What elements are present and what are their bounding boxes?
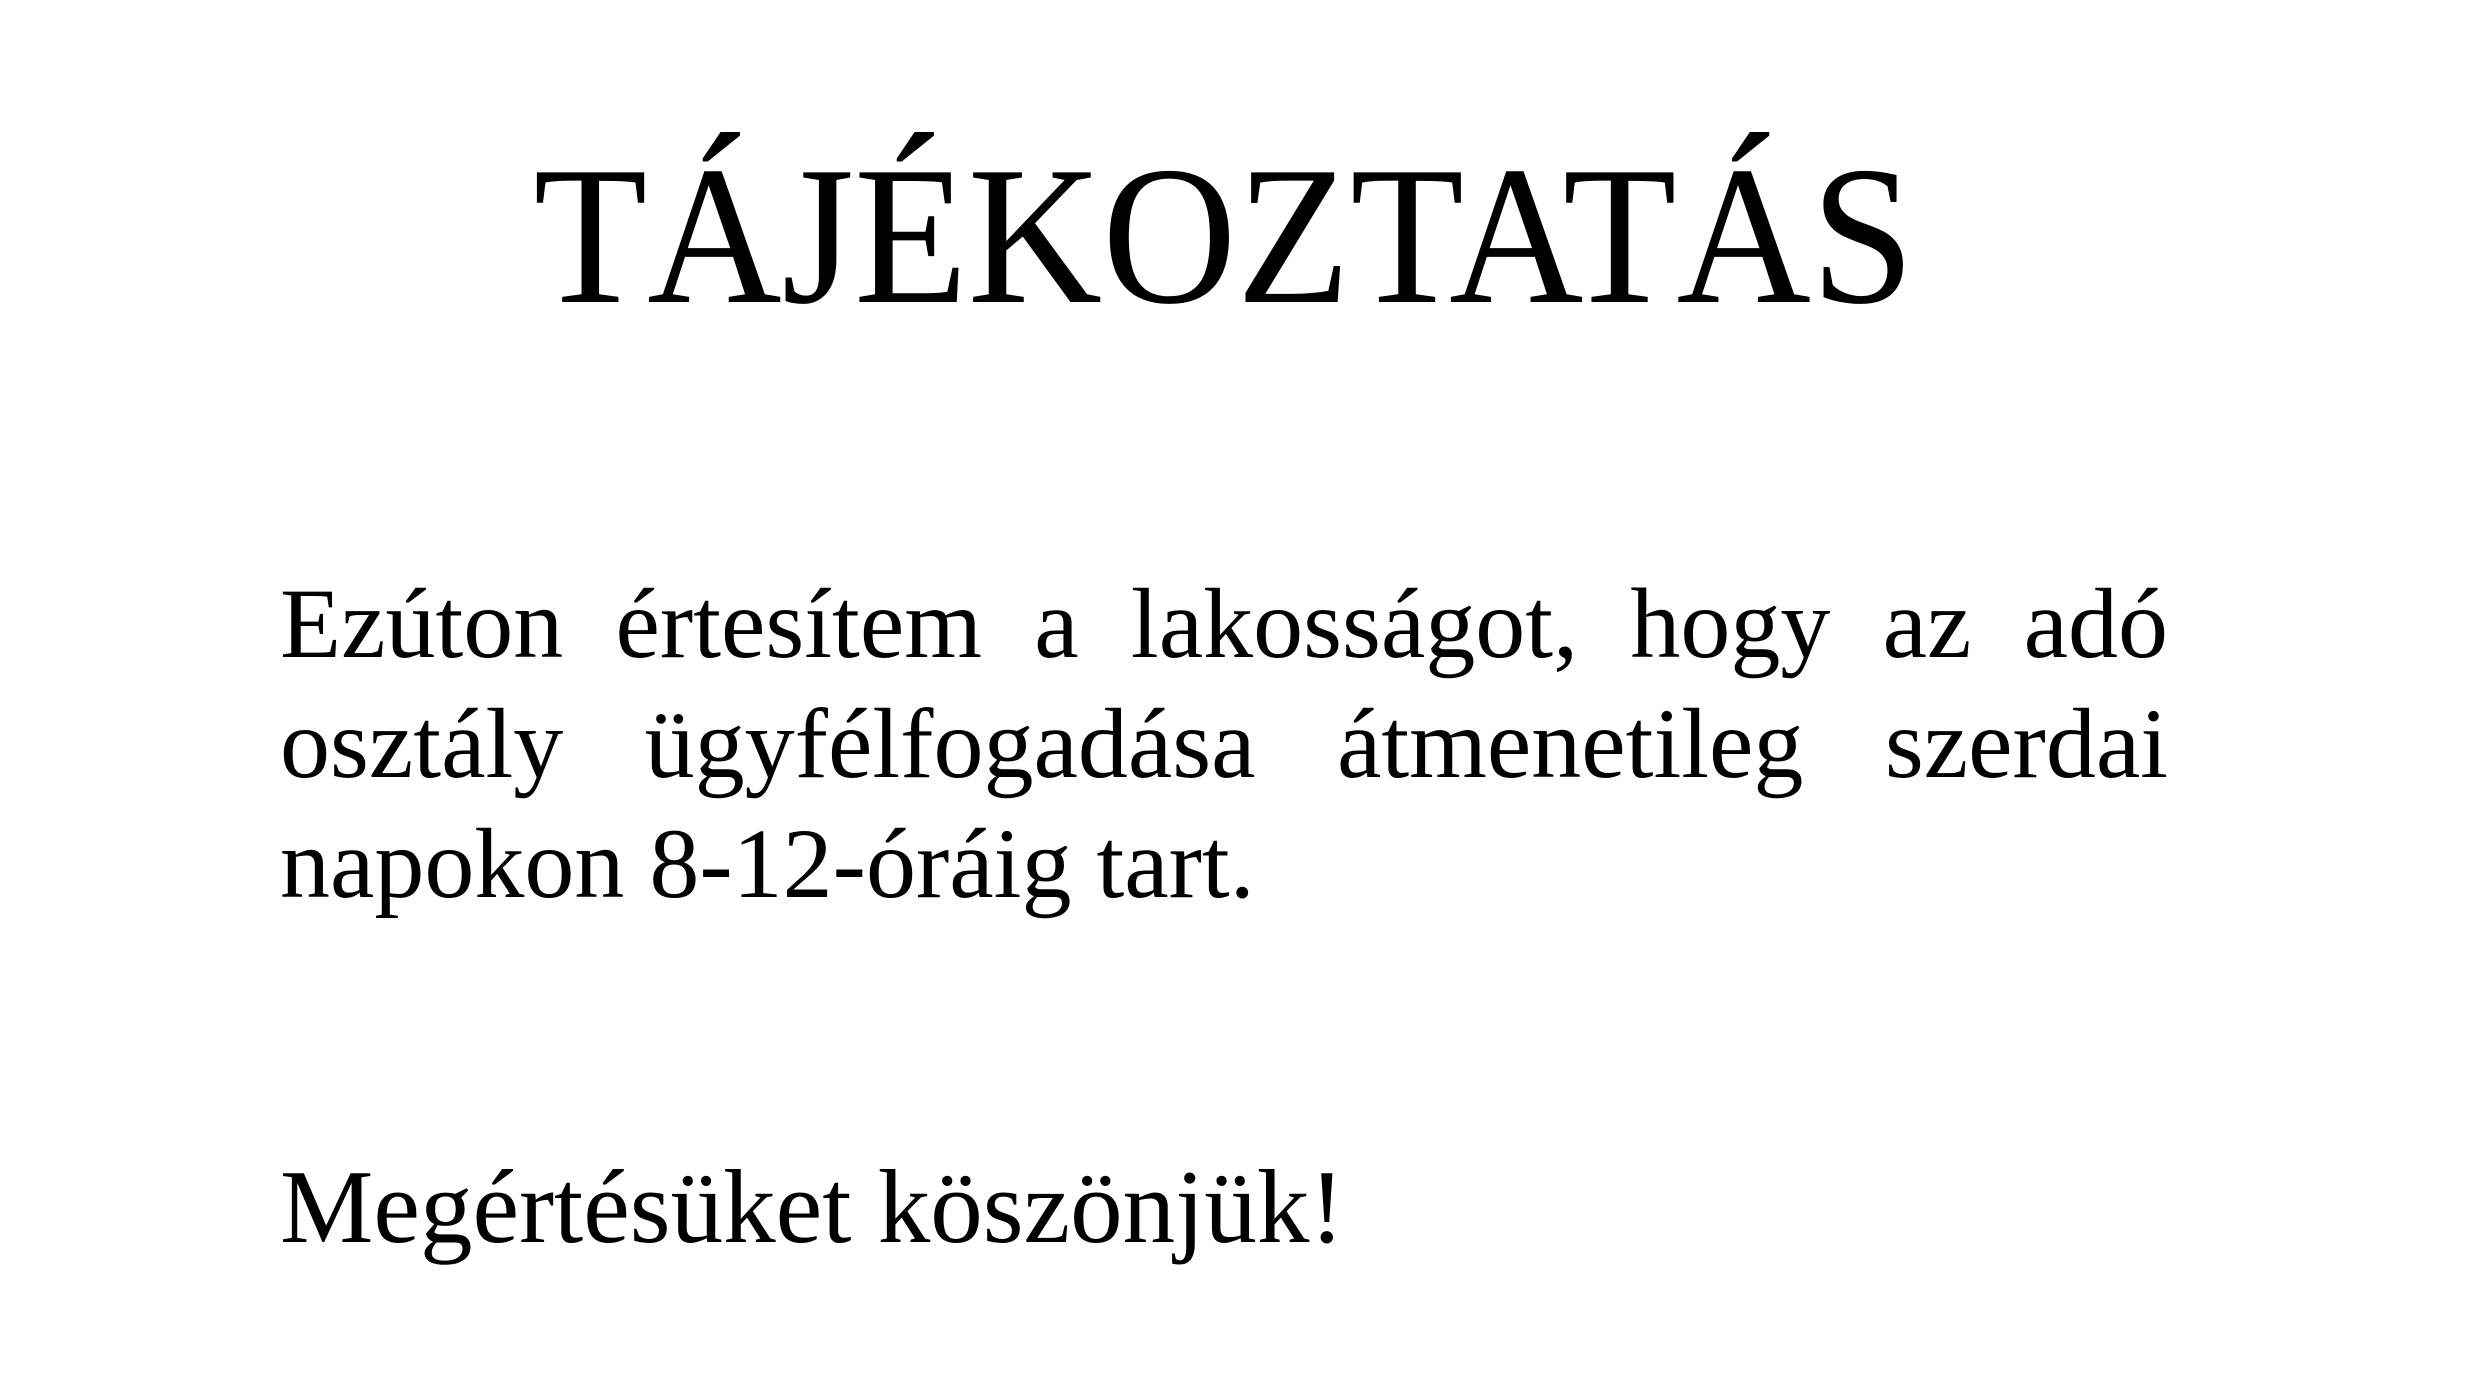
- body-line-3: napokon 8-12-óráig tart.: [280, 808, 1255, 919]
- body-line-1: Ezúton értesítem a lakosságot, hogy az adó: [280, 568, 2168, 679]
- notice-body: [280, 564, 2168, 924]
- body-line-2: osztály ügyfélfogadása átmenetileg szerdai: [280, 688, 2168, 799]
- closing-line: Megértésüket köszönjük!: [280, 1148, 1345, 1265]
- notice-title: TÁJÉKOZTATÁS: [533, 126, 1915, 345]
